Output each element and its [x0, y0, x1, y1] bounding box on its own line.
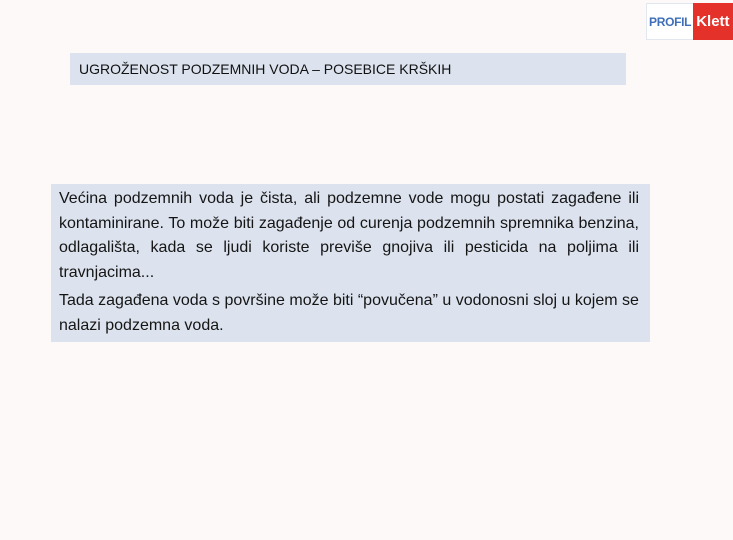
- paragraph-2: Tada zagađena voda s površine može biti “povučena” u vodonosni sloj u kojem se nalazi podzemna voda.: [59, 292, 639, 334]
- title-box: [70, 53, 626, 85]
- logo-klett-text: Klett: [693, 3, 732, 40]
- content-box: [51, 184, 650, 342]
- slide-title: UGROŽENOST PODZEMNIH VODA – POSEBICE KRŠKIH: [79, 61, 452, 77]
- logo-profil-text: PROFIL: [646, 3, 693, 40]
- paragraph-1: Većina podzemnih voda je čista, ali podzemne vode mogu postati zagađene ili kontaminirane. To može biti zagađenje od curenja podzemnih spremnika benzina, odlagališta, kada se ljudi koriste previše gnojiva ili pesticida na poljima ili travnjacima...: [59, 190, 639, 281]
- profil-klett-logo: [646, 3, 730, 40]
